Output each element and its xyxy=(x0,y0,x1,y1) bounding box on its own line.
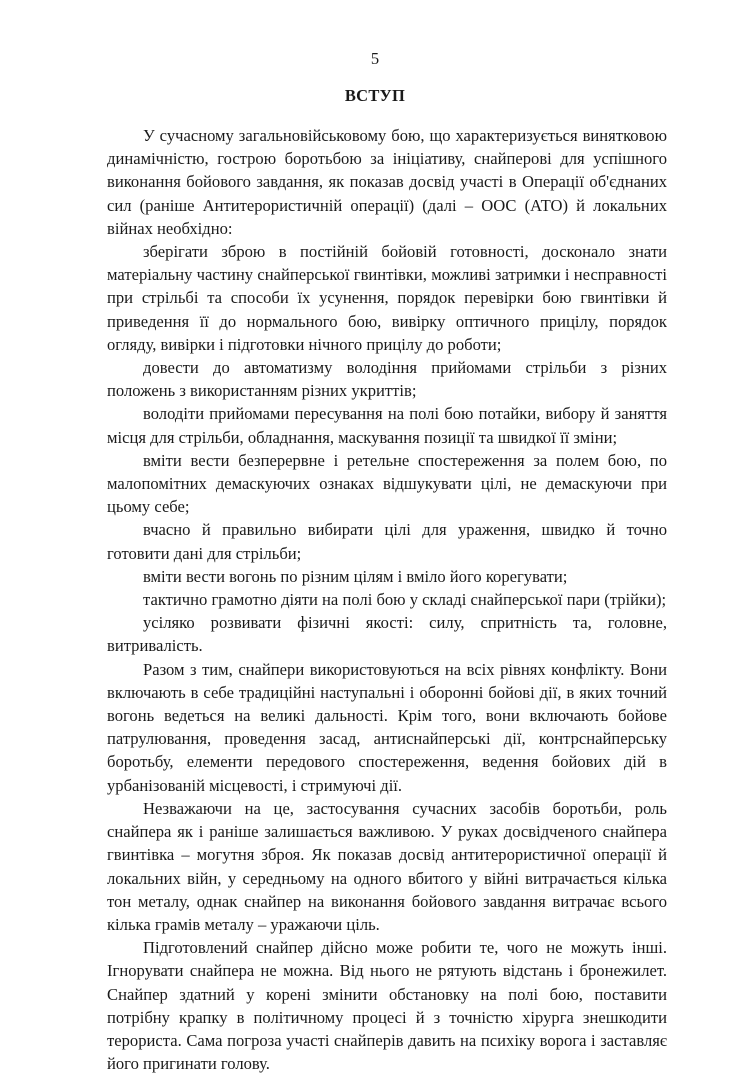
paragraph-trained-sniper: Підготовлений снайпер дійсно може робити те, чого не можуть інші. Ігнорувати снайпера не можна. Від нього не рятують відстань і бронежилет. Снайпер здатний у корені змінити обстановку на полі бою, поставити потрібну крапку в політичному процесі й з точністю хірурга знешкодити терориста. Сама погроза участі снайперів давить на психіку ворога і заставляє його пригинати голову. xyxy=(107,938,667,1074)
list-item-physical-qualities: усіляко розвивати фізичні якості: силу, спритність та, головне, витривалість. xyxy=(107,613,667,656)
paragraph-sniper-role: Незважаючи на це, застосування сучасних засобів боротьби, роль снайпера як і раніше залишається важливою. У руках досвідченого снайпера гвинтівка – могутня зброя. Як показав досвід антитерористичної операції й локальних війн, у середньому на одного вбитого у війні витрачається кілька тон металу, однак снайпер на виконання бойового завдання витрачає всього кілька грамів металу – уражаючи ціль. xyxy=(107,798,667,934)
list-item-fire-correction: вміти вести вогонь по різним цілям і вміло його корегувати; xyxy=(143,566,568,586)
paragraph-conflict-levels: Разом з тим, снайпери використовуються на всіх рівнях конфлікту. Вони включають в себе традиційні наступальні і оборонні бойові дії, в яких точний вогонь ведеться на великі дальності. Крім того, вони включають бойове патрулювання, проведення засад, антиснайперські дії, контрснайперську боротьбу, елементи передового спостереження, ведення бойових дій в урбанізованій місцевості, і стримуючі дії. xyxy=(107,659,667,795)
list-item-automate-shooting: довести до автоматизму володіння прийомами стрільби з різних положень з використанням різних укриттів; xyxy=(107,358,667,401)
body-text xyxy=(107,124,667,1075)
list-item-observation: вміти вести безперервне і ретельне спостереження за полем бою, по малопомітних демаскуючих ознаках відшукувати цілі, не демаскуючи при цьому себе; xyxy=(107,450,667,517)
list-item-target-selection: вчасно й правильно вибирати цілі для ураження, швидко й точно готовити дані для стрільби; xyxy=(107,520,667,563)
list-item-stealth-movement: володіти прийомами пересування на полі бою потайки, вибору й заняття місця для стрільби, обладнання, маскування позиції та швидкої її зміни; xyxy=(107,404,667,447)
list-item-keep-weapon-ready: зберігати зброю в постійній бойовій готовності, досконало знати матеріальну частину снайперської гвинтівки, можливі затримки і несправності при стрільбі та способи їх усунення, порядок перевірки бою гвинтівки й приведення її до нормального бою, вивірку оптичного прицілу, порядок огляду, вивірки і підготовки нічного прицілу до роботи; xyxy=(107,242,667,354)
list-item-sniper-pair: тактично грамотно діяти на полі бою у складі снайперської пари (трійки); xyxy=(143,590,667,610)
paragraph-intro: У сучасному загальновійськовому бою, що характеризується винятковою динамічністю, гострою боротьбою за ініціативу, снайперові для успішного виконання бойового завдання, як показав досвід участі в Операції об'єднаних сил (раніше Антитерористичній операції) (далі – ООС (АТО) й локальних війнах необхідно: xyxy=(107,126,667,238)
section-title: ВСТУП xyxy=(344,86,406,105)
page-number: 5 xyxy=(370,49,380,68)
